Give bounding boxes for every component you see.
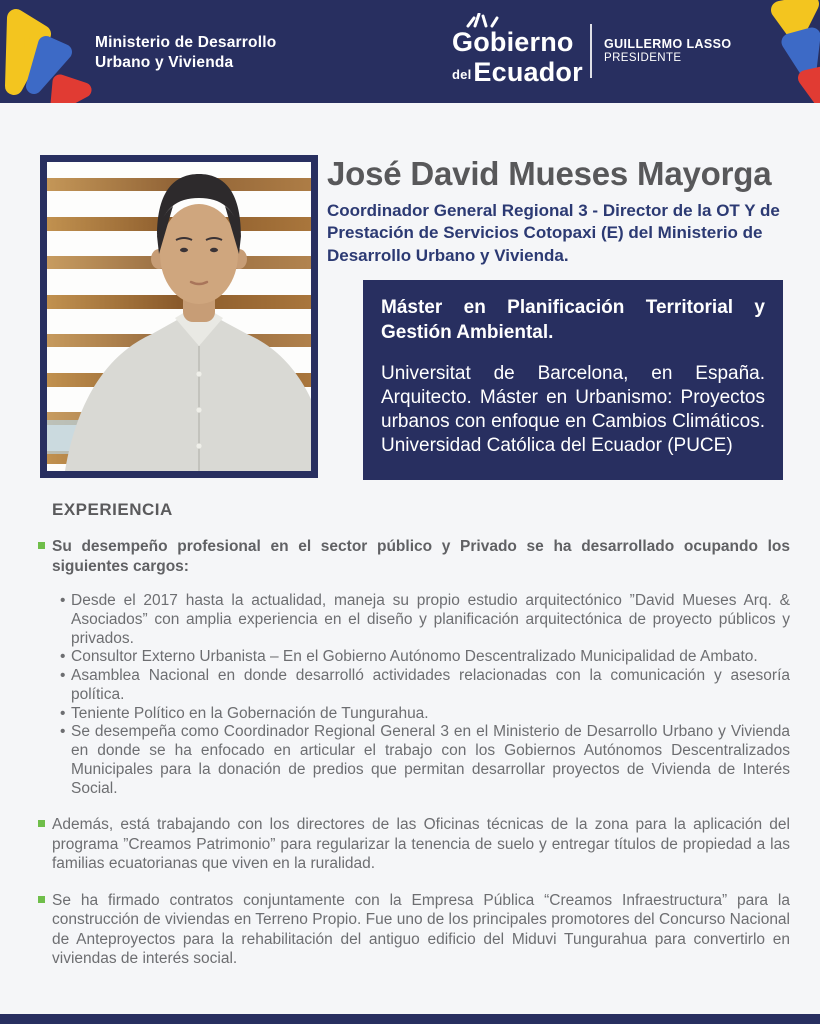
- experience-position: • Desde el 2017 hasta la actualidad, maneja su propio estudio arquitectónico ”David Mueses Arq. & Asociados” con amplia experiencia en el diseño y planificación arquitectónica de proyecto públicos y privados.: [60, 592, 790, 648]
- gobierno-wordmark-line1: Gobierno: [452, 27, 574, 57]
- experience-position: • Consultor Externo Urbanista – En el Gobierno Autónomo Descentralizado Municipalidad de Ambato.: [60, 648, 790, 667]
- ministry-name-line1: Ministerio de Desarrollo: [95, 34, 277, 51]
- brand-petals-right-icon: [732, 0, 820, 103]
- brand-petals-left-icon: [0, 0, 95, 103]
- gobierno-ecuador: Ecuador: [473, 57, 583, 87]
- profile-info: [327, 157, 783, 480]
- header-divider: [590, 24, 592, 78]
- header-bar: [0, 0, 820, 103]
- gobierno-del: del: [452, 67, 472, 82]
- degree-education: Universitat de Barcelona, en España. Arquitecto. Máster en Urbanismo: Proyectos urbanos con enfoque en Cambios Climáticos. Universidad Católica del Ecuador (PUCE): [381, 362, 765, 457]
- president-block: [604, 37, 732, 64]
- experience-positions-list: [60, 592, 790, 798]
- green-square-bullet-icon: [38, 542, 45, 549]
- president-title: PRESIDENTE: [604, 52, 682, 64]
- ministry-name: [95, 33, 276, 73]
- profile-role: Coordinador General Regional 3 - Director de la OT Y de Prestación de Servicios Cotopaxi (E) del Ministerio de Desarrollo Urbano y Vivienda.: [327, 200, 780, 265]
- gobierno-logo: [452, 13, 583, 86]
- experience-paragraph-item: [38, 815, 790, 874]
- profile-photo-illustration: [47, 162, 311, 471]
- experience-paragraph: Además, está trabajando con los directores de las Oficinas técnicas de la zona para la aplicación del programa ”Creamos Patrimonio” para regularizar la tenencia de suelo y entregar títulos de propiedad a las familias ecuatorianas que viven en la ruralidad.: [52, 816, 790, 873]
- experience-section: [38, 500, 790, 969]
- experience-position: • Asamblea Nacional en donde desarrolló actividades relacionadas con la comunicación y asesoría política.: [60, 667, 790, 705]
- green-square-bullet-icon: [38, 896, 45, 903]
- green-square-bullet-icon: [38, 820, 45, 827]
- president-name: GUILLERMO LASSO: [604, 37, 732, 51]
- hummingbird-icon: [466, 13, 500, 28]
- gobierno-wordmark-line2: [452, 59, 583, 86]
- profile-name: José David Mueses Mayorga: [327, 155, 772, 192]
- profile-photo: [40, 155, 318, 478]
- ministry-name-line2: Urbano y Vivienda: [95, 53, 234, 71]
- degree-box: [363, 280, 783, 480]
- experience-paragraph: Se ha firmado contratos conjuntamente con la Empresa Pública “Creamos Infraestructura” para la construcción de viviendas en Terreno Propio. Fue uno de los principales promotores del Concurso Nacional de Anteproyectos para la rehabilitación del antiguo edificio del Miduvi Tungurahua para convertirlo en viviendas de interés social.: [52, 891, 790, 968]
- experience-intro-item: [38, 537, 790, 576]
- experience-position: • Teniente Político en la Gobernación de Tungurahua.: [60, 705, 790, 724]
- experience-intro: Su desempeño profesional en el sector público y Privado se ha desarrollado ocupando los siguientes cargos:: [52, 538, 790, 575]
- degree-title: Máster en Planificación Territorial y Gestión Ambiental.: [381, 297, 765, 344]
- experience-position: • Se desempeña como Coordinador Regional General 3 en el Ministerio de Desarrollo Urbano y Vivienda en donde se ha enfocado en articular el trabajo con los Gobiernos Autónomos Descentralizados Municipales para la donación de predios que permitan desarrollar proyectos de Vivienda de Interés Social.: [60, 723, 790, 798]
- experience-title: EXPERIENCIA: [52, 500, 173, 519]
- footer-bar: [0, 1014, 820, 1024]
- experience-paragraph-item: [38, 891, 790, 969]
